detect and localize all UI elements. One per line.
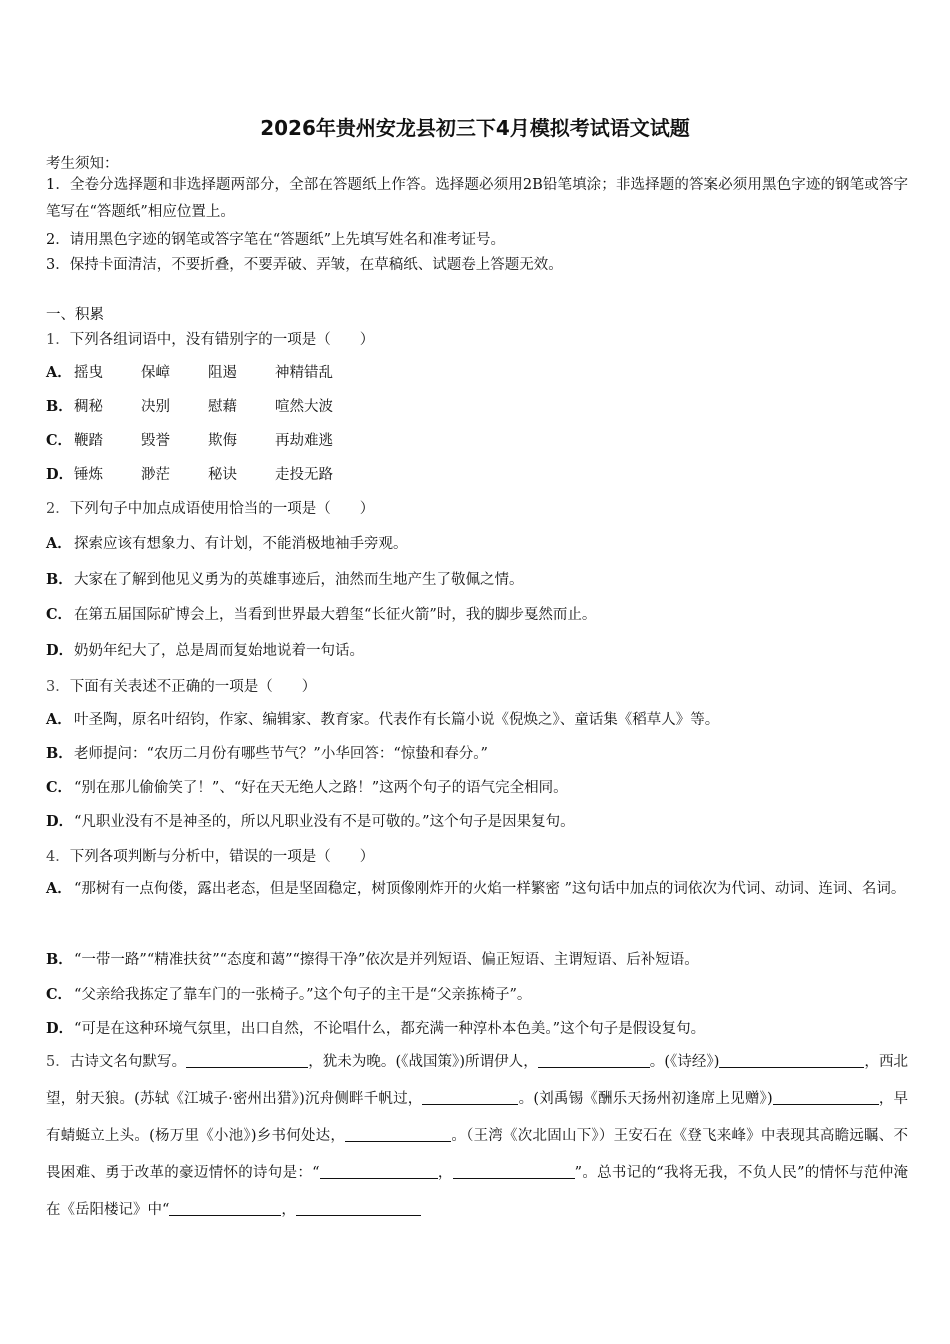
option-label: C．	[46, 779, 73, 796]
option-label: A．	[46, 535, 72, 552]
q1-option-b[interactable]	[46, 395, 333, 416]
question-number: 4．	[46, 849, 70, 865]
answer-blank[interactable]	[719, 1053, 864, 1068]
option-label: D．	[46, 466, 74, 483]
q1-option-a[interactable]	[46, 361, 333, 382]
q4-option-c[interactable]	[46, 983, 531, 1004]
answer-blank[interactable]	[422, 1090, 518, 1105]
question-5	[46, 1044, 908, 1229]
option-word: 慰藉	[208, 399, 237, 415]
question-3	[46, 675, 908, 696]
q3-option-b[interactable]	[46, 742, 488, 763]
question-text: ，	[281, 1202, 296, 1218]
option-text: “父亲给我拣定了靠车门的一张椅子。”这个句子的主干是“父亲拣椅子”。	[74, 987, 532, 1003]
option-word: 走投无路	[275, 467, 333, 483]
option-word: 神精错乱	[275, 365, 333, 381]
q3-option-c[interactable]	[46, 776, 568, 797]
notice-item-1: 1．全卷分选择题和非选择题两部分，全部在答题纸上作答。选择题必须用2B铅笔填涂；非选择题的答案必须用黑色字迹的钢笔或答字笔写在“答题纸”相应位置上。	[46, 177, 908, 220]
option-label: D．	[46, 1020, 74, 1037]
option-word: 再劫难逃	[275, 433, 333, 449]
option-text: “别在那儿偷偷笑了！”、“好在天无绝人之路！”这两个句子的语气完全相同。	[74, 780, 568, 796]
option-word: 毁誉	[141, 433, 170, 449]
option-word: 稠秘	[74, 399, 103, 415]
option-text: 探索应该有想象力、有计划，不能消极地袖手旁观。	[74, 536, 408, 552]
option-text: 大家在了解到他见义勇为的英雄事迹后，油然而生地产生了敬佩之情。	[74, 572, 524, 588]
answer-blank[interactable]	[538, 1053, 650, 1068]
option-word: 摇曳	[74, 365, 103, 381]
option-word: 鞭踏	[74, 433, 103, 449]
option-word: 渺茫	[141, 467, 170, 483]
option-word: 保嶂	[141, 365, 170, 381]
option-label: B．	[46, 571, 73, 588]
question-text: 古诗文名句默写。	[69, 1054, 187, 1070]
question-4	[46, 845, 908, 866]
question-1	[46, 328, 908, 349]
question-text: ，	[437, 1165, 453, 1181]
q1-option-d[interactable]	[46, 463, 333, 484]
option-word: 秘诀	[208, 467, 237, 483]
option-word: 喧然大波	[275, 399, 333, 415]
option-label: C．	[46, 432, 73, 449]
question-number: 1．	[46, 332, 70, 348]
answer-blank[interactable]	[345, 1127, 451, 1142]
option-word: 欺侮	[208, 433, 237, 449]
question-text: ，早有蜻蜓立上头。(杨万里《小池》)乡书何处达，	[46, 1091, 909, 1144]
question-stem: 下列句子中加点成语使用恰当的一项是（ ）	[69, 501, 375, 517]
option-label: D．	[46, 813, 74, 830]
question-stem: 下列各组词语中，没有错别字的一项是（ ）	[69, 332, 375, 348]
option-label: B．	[46, 951, 73, 968]
question-stem: 下列各项判断与分析中，错误的一项是（ ）	[69, 849, 375, 865]
option-label: C．	[46, 606, 73, 623]
option-text: “可是在这种环境气氛里，出口自然，不论唱什么，都充满一种淳朴本色美。”这个句子是假设复句。	[74, 1021, 706, 1037]
question-number: 5．	[46, 1054, 70, 1070]
question-text: 。(刘禹锡《酬乐天扬州初逢席上见赠》)	[518, 1091, 773, 1107]
option-text: 在第五届国际矿博会上，当看到世界最大碧玺“长征火箭”时，我的脚步戛然而止。	[74, 607, 597, 623]
notice-item-2: 2．请用黑色字迹的钢笔或答字笔在“答题纸”上先填写姓名和准考证号。	[46, 232, 506, 248]
answer-blank[interactable]	[773, 1090, 879, 1105]
question-number: 2．	[46, 501, 70, 517]
question-text: 。（王湾《次北固山下》）王安石在《登飞来峰》中表现其高瞻远瞩、不畏困难、勇于改革的豪迈情怀的诗句是：“	[46, 1128, 909, 1181]
option-word: 锤炼	[74, 467, 103, 483]
question-text: 。(《诗经》)	[649, 1054, 720, 1070]
q2-option-d[interactable]	[46, 639, 364, 660]
page-title: 2026年贵州安龙县初三下4月模拟考试语文试题	[260, 116, 690, 140]
option-label: A．	[46, 880, 72, 897]
q2-option-c[interactable]	[46, 603, 596, 624]
answer-blank[interactable]	[320, 1164, 438, 1179]
option-label: B．	[46, 745, 73, 762]
answer-blank[interactable]	[296, 1201, 421, 1216]
q4-option-d[interactable]	[46, 1017, 705, 1038]
option-text: 叶圣陶，原名叶绍钧，作家、编辑家、教育家。代表作有长篇小说《倪焕之》、童话集《稻草人》等。	[74, 712, 720, 728]
notice-item-3: 3．保持卡面清洁，不要折叠，不要弄破、弄皱，在草稿纸、试题卷上答题无效。	[46, 257, 563, 273]
option-text: 老师提问：“农历二月份有哪些节气？”小华回答：“惊蛰和春分。”	[74, 746, 488, 762]
q1-option-c[interactable]	[46, 429, 333, 450]
q3-option-d[interactable]	[46, 810, 575, 831]
option-text: 奶奶年纪大了，总是周而复始地说着一句话。	[74, 643, 364, 659]
question-text: ，犹未为晚。(《战国策》)所谓伊人，	[308, 1054, 538, 1070]
q2-option-b[interactable]	[46, 568, 524, 589]
option-text: “凡职业没有不是神圣的，所以凡职业没有不是可敬的。”这个句子是因果复句。	[74, 814, 575, 830]
question-stem: 下面有关表述不正确的一项是（ ）	[69, 679, 317, 695]
option-label: D．	[46, 642, 74, 659]
q2-option-a[interactable]	[46, 532, 408, 553]
answer-blank[interactable]	[169, 1201, 281, 1216]
option-label: B．	[46, 398, 73, 415]
answer-blank[interactable]	[186, 1053, 308, 1068]
q3-option-a[interactable]	[46, 708, 719, 729]
option-word: 阻遏	[208, 365, 237, 381]
question-number: 3．	[46, 679, 70, 695]
question-text: ”。总书记的“我将无我，不负人民”的情怀与范仲淹在《岳阳楼记》中“	[46, 1165, 908, 1218]
answer-blank[interactable]	[453, 1164, 575, 1179]
option-word: 决别	[141, 399, 170, 415]
option-text: “一带一路”“精准扶贫”“态度和蔼”“擦得干净”依次是并列短语、偏正短语、主谓短语、后补短语。	[74, 952, 699, 968]
option-label: C．	[46, 986, 73, 1003]
option-label: A．	[46, 364, 72, 381]
question-2	[46, 497, 908, 518]
option-text: “那树有一点佝偻，露出老态，但是坚固稳定，树顶像刚炸开的火焰一样繁密 ”这句话中加点的词依次为代词、动词、连词、名词。	[74, 881, 906, 897]
section-heading: 一、积累	[46, 307, 104, 323]
q4-option-b[interactable]	[46, 948, 699, 969]
q4-option-a[interactable]	[46, 870, 908, 908]
question-text: ，西北望，射天狼。(苏轼《江城子·密州出猎》)沉舟侧畔千帆过，	[46, 1054, 909, 1107]
notice-heading: 考生须知：	[46, 156, 119, 172]
option-label: A．	[46, 711, 72, 728]
